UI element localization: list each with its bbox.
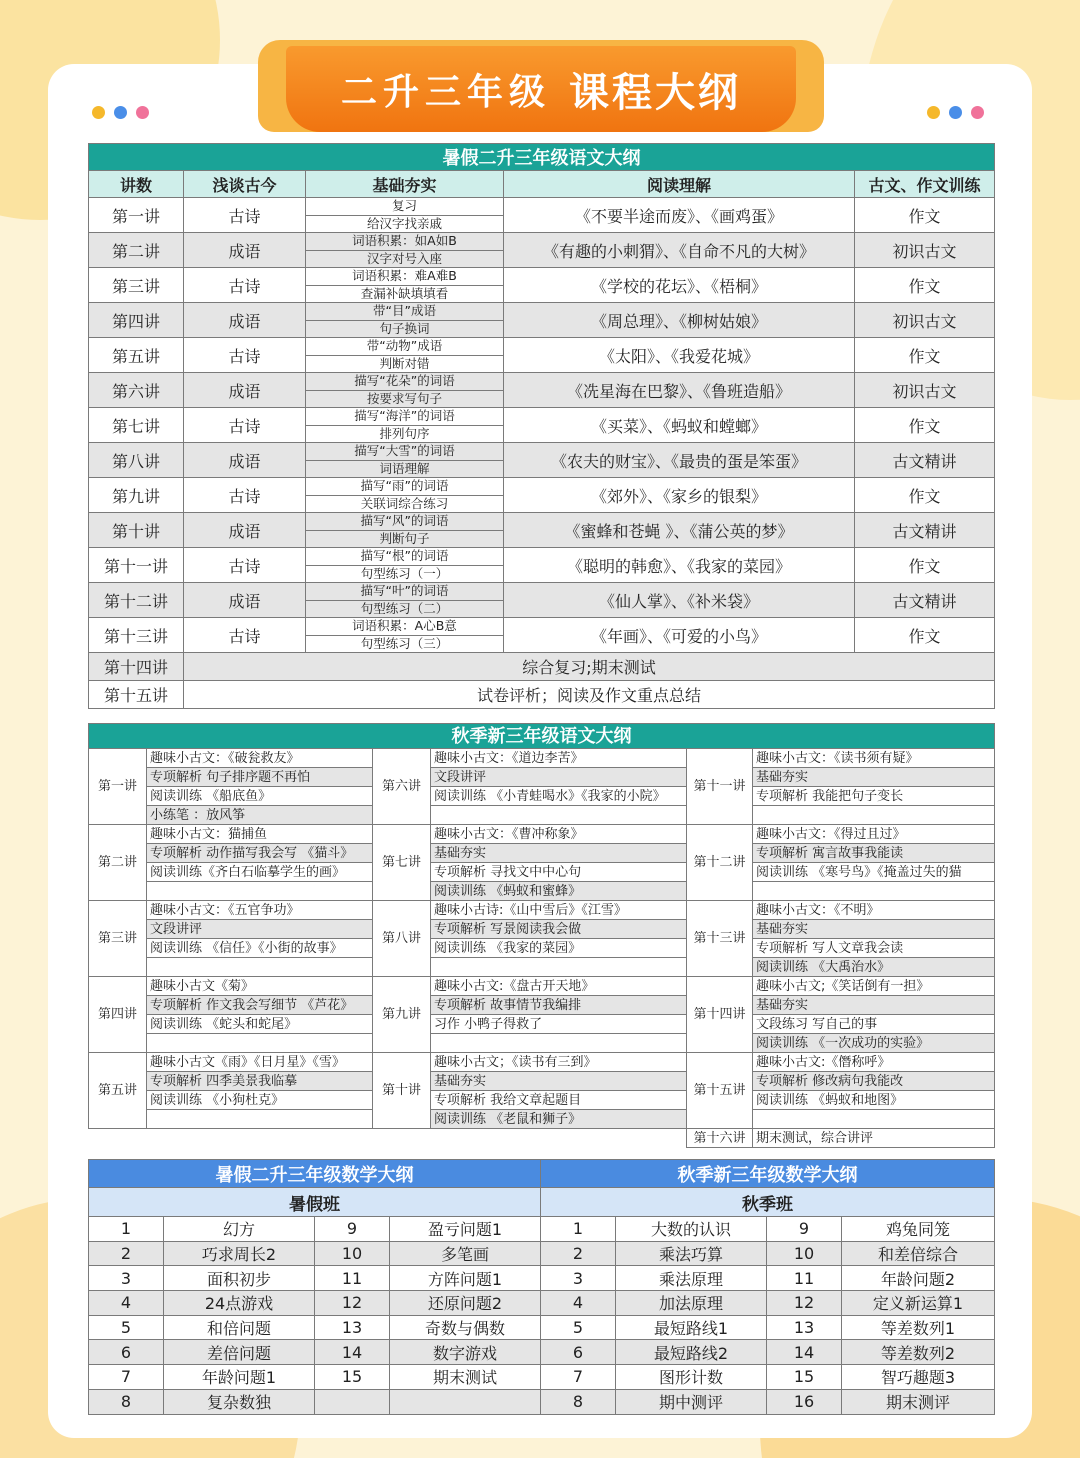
lesson-item: 阅读训练 《蚂蚁和地图》 <box>753 1091 995 1110</box>
lesson-item: 阅读训练 《我家的菜园》 <box>431 939 687 958</box>
lesson-item: 基础夯实 <box>753 768 995 787</box>
lesson-number: 15 <box>767 1365 842 1390</box>
lesson-number: 10 <box>767 1241 842 1266</box>
lesson-number: 6 <box>89 1340 164 1365</box>
lesson-item <box>147 1110 373 1129</box>
lesson-item <box>147 882 373 901</box>
lesson-item: 阅读训练 《信任》《小街的故事》 <box>147 939 373 958</box>
lesson-item: 文段讲评 <box>147 920 373 939</box>
writing-cell: 作文 <box>855 338 995 373</box>
lesson-number: 2 <box>541 1241 616 1266</box>
basics-cell: 带“目”成语 <box>306 303 504 321</box>
topic-cell: 古诗 <box>184 548 306 583</box>
lesson-item <box>431 806 687 825</box>
column-header: 浅谈古今 <box>184 171 306 198</box>
topic-cell: 古诗 <box>184 618 306 653</box>
lesson-topic: 数字游戏 <box>390 1340 541 1365</box>
lesson-number: 2 <box>89 1241 164 1266</box>
lesson-item <box>147 1034 373 1053</box>
lesson-number: 1 <box>89 1217 164 1242</box>
lesson-topic: 期中测评 <box>616 1389 767 1414</box>
lesson-topic: 大数的认识 <box>616 1217 767 1242</box>
basics-cell: 描写“叶”的词语 <box>306 583 504 601</box>
topic-cell: 古诗 <box>184 478 306 513</box>
reading-cell: 《年画》、《可爱的小鸟》 <box>504 618 855 653</box>
column-header: 基础夯实 <box>306 171 504 198</box>
lesson-topic: 最短路线2 <box>616 1340 767 1365</box>
decor-dots-right <box>927 106 984 119</box>
basics-cell: 句型练习（一） <box>306 565 504 583</box>
lesson-topic: 幻方 <box>164 1217 315 1242</box>
lesson-topic: 奇数与偶数 <box>390 1315 541 1340</box>
reading-cell: 《有趣的小刺猬》、《自命不凡的大树》 <box>504 233 855 268</box>
lecture-cell: 第十三讲 <box>89 618 184 653</box>
lesson-item: 习作 小鸭子得救了 <box>431 1015 687 1034</box>
writing-cell: 作文 <box>855 198 995 233</box>
basics-cell: 描写“花朵”的词语 <box>306 373 504 391</box>
summary-cell: 综合复习;期末测试 <box>184 653 995 681</box>
lesson-number: 3 <box>89 1266 164 1291</box>
dot-yellow <box>92 106 105 119</box>
lesson-number: 7 <box>89 1365 164 1390</box>
lesson-item <box>431 958 687 977</box>
topic-cell: 古诗 <box>184 198 306 233</box>
lesson-number: 9 <box>767 1217 842 1242</box>
basics-cell: 排列句序 <box>306 425 504 443</box>
lesson-item: 专项解析 句子排序题不再怕 <box>147 768 373 787</box>
lecture-cell: 第五讲 <box>89 338 184 373</box>
reading-cell: 《仙人掌》、《补米袋》 <box>504 583 855 618</box>
basics-cell: 判断对错 <box>306 355 504 373</box>
lesson-item: 趣味小古文《雨》《日月星》《雪》 <box>147 1053 373 1072</box>
basics-cell: 按要求写句子 <box>306 390 504 408</box>
writing-cell: 作文 <box>855 548 995 583</box>
lesson-topic: 鸡兔同笼 <box>842 1217 995 1242</box>
basics-cell: 词语积累：难A难B <box>306 268 504 286</box>
topic-cell: 成语 <box>184 373 306 408</box>
column-header: 古文、作文训练 <box>855 171 995 198</box>
lesson-item: 基础夯实 <box>753 920 995 939</box>
lesson-item: 专项解析 寓言故事我能读 <box>753 844 995 863</box>
topic-cell: 成语 <box>184 233 306 268</box>
reading-cell: 《不要半途而废》、《画鸡蛋》 <box>504 198 855 233</box>
topic-cell: 成语 <box>184 443 306 478</box>
lesson-number: 5 <box>89 1315 164 1340</box>
lesson-item: 基础夯实 <box>753 996 995 1015</box>
topic-cell: 古诗 <box>184 268 306 303</box>
lesson-number: 13 <box>767 1315 842 1340</box>
writing-cell: 古文精讲 <box>855 443 995 478</box>
lesson-number: 8 <box>541 1389 616 1414</box>
autumn-class-header: 秋季班 <box>541 1188 995 1217</box>
lesson-number: 11 <box>315 1266 390 1291</box>
basics-cell: 带“动物”成语 <box>306 338 504 356</box>
basics-cell: 汉字对号入座 <box>306 250 504 268</box>
reading-cell: 《聪明的韩愈》、《我家的菜园》 <box>504 548 855 583</box>
lesson-item: 专项解析 我给文章起题目 <box>431 1091 687 1110</box>
lesson-item: 小练笔 ：放风筝 <box>147 806 373 825</box>
basics-cell: 句子换词 <box>306 320 504 338</box>
lesson-item: 趣味小古文；《读书有三到》 <box>431 1053 687 1072</box>
lesson-item: 阅读训练 《寒号鸟》《掩盖过失的猫 <box>753 863 995 882</box>
lesson-number: 3 <box>541 1266 616 1291</box>
basics-cell: 描写“雨”的词语 <box>306 478 504 496</box>
lecture-cell: 第一讲 <box>89 749 147 825</box>
basics-cell: 判断句子 <box>306 530 504 548</box>
lesson-topic: 多笔画 <box>390 1241 541 1266</box>
lesson-item: 趣味小古文;《笑话倒有一担》 <box>753 977 995 996</box>
lecture-cell: 第三讲 <box>89 901 147 977</box>
lesson-number: 13 <box>315 1315 390 1340</box>
lecture-cell: 第一讲 <box>89 198 184 233</box>
topic-cell: 成语 <box>184 513 306 548</box>
lesson-item: 文段讲评 <box>431 768 687 787</box>
summer-chinese-table <box>88 143 995 709</box>
dot-blue <box>114 106 127 119</box>
summer-math-title: 暑假二升三年级数学大纲 <box>89 1160 541 1188</box>
lecture-cell: 第十一讲 <box>89 548 184 583</box>
lesson-item: 阅读训练 《船底鱼》 <box>147 787 373 806</box>
lesson-topic: 和倍问题 <box>164 1315 315 1340</box>
writing-cell: 作文 <box>855 478 995 513</box>
lesson-number: 10 <box>315 1241 390 1266</box>
lesson-item: 趣味小古文：《读书须有疑》 <box>753 749 995 768</box>
lesson-topic: 和差倍综合 <box>842 1241 995 1266</box>
lesson-topic: 还原问题2 <box>390 1291 541 1316</box>
lesson-item <box>147 958 373 977</box>
lesson-topic: 期末测试 <box>390 1365 541 1390</box>
table-title: 暑假二升三年级语文大纲 <box>89 144 995 171</box>
lesson-number: 14 <box>315 1340 390 1365</box>
lesson-topic: 面积初步 <box>164 1266 315 1291</box>
lecture-cell: 第十讲 <box>373 1053 431 1129</box>
lesson-number: 15 <box>315 1365 390 1390</box>
column-header: 讲数 <box>89 171 184 198</box>
lecture-cell: 第十二讲 <box>89 583 184 618</box>
lesson-item: 专项解析 故事情节我编排 <box>431 996 687 1015</box>
lesson-number: 11 <box>767 1266 842 1291</box>
lesson-item: 趣味小古文：《破瓮救友》 <box>147 749 373 768</box>
lecture-cell: 第十五讲 <box>89 681 184 709</box>
lesson-number: 7 <box>541 1365 616 1390</box>
writing-cell: 古文精讲 <box>855 583 995 618</box>
lecture-cell: 第九讲 <box>89 478 184 513</box>
lesson-item: 阅读训练 《小狗杜克》 <box>147 1091 373 1110</box>
lecture-cell: 第二讲 <box>89 233 184 268</box>
lesson-item: 基础夯实 <box>431 844 687 863</box>
lecture-cell: 第六讲 <box>89 373 184 408</box>
reading-cell: 《农夫的财宝》、《最贵的蛋是笨蛋》 <box>504 443 855 478</box>
reading-cell: 《周总理》、《柳树姑娘》 <box>504 303 855 338</box>
writing-cell: 初识古文 <box>855 303 995 338</box>
dot-yellow <box>927 106 940 119</box>
dot-pink <box>971 106 984 119</box>
lesson-number: 8 <box>89 1389 164 1414</box>
lesson-number: 1 <box>541 1217 616 1242</box>
lesson-number <box>315 1389 390 1414</box>
decor-dots-left <box>92 106 149 119</box>
reading-cell: 《太阳》、《我爱花城》 <box>504 338 855 373</box>
lesson-topic: 等差数列2 <box>842 1340 995 1365</box>
lesson-item: 阅读训练 《小青蛙喝水》《我家的小院》 <box>431 787 687 806</box>
lesson-topic: 复杂数独 <box>164 1389 315 1414</box>
lesson-topic: 年龄问题2 <box>842 1266 995 1291</box>
writing-cell: 古文精讲 <box>855 513 995 548</box>
lesson-item: 阅读训练 《一次成功的实验》 <box>753 1034 995 1053</box>
lesson-item: 专项解析 动作描写我会写 《猫斗》 <box>147 844 373 863</box>
page-title-grade: 二升三年级 <box>340 70 551 113</box>
reading-cell: 《买菜》、《蚂蚁和螳螂》 <box>504 408 855 443</box>
basics-cell: 给汉字找亲戚 <box>306 215 504 233</box>
lesson-item: 趣味小古文:《僭称呼》 <box>753 1053 995 1072</box>
basics-cell: 词语积累：A心B意 <box>306 618 504 636</box>
lecture-cell: 第八讲 <box>89 443 184 478</box>
lesson-number: 12 <box>315 1291 390 1316</box>
lecture-cell: 第十讲 <box>89 513 184 548</box>
lesson-topic: 期末测评 <box>842 1389 995 1414</box>
basics-cell: 句型练习（二） <box>306 600 504 618</box>
autumn-chinese-table <box>88 723 995 1148</box>
lecture-cell: 第二讲 <box>89 825 147 901</box>
topic-cell: 成语 <box>184 303 306 338</box>
lesson-topic: 乘法原理 <box>616 1266 767 1291</box>
lecture-cell: 第三讲 <box>89 268 184 303</box>
lecture-cell: 第十一讲 <box>687 749 753 825</box>
lesson-item <box>753 1110 995 1129</box>
page-title-outline: 课程大纲 <box>569 69 741 116</box>
lesson-topic: 巧求周长2 <box>164 1241 315 1266</box>
topic-cell: 古诗 <box>184 338 306 373</box>
lesson-item: 专项解析 作文我会写细节 《芦花》 <box>147 996 373 1015</box>
lesson-item: 趣味小古文：《五官争功》 <box>147 901 373 920</box>
lesson-item: 趣味小古文:《盘古开天地》 <box>431 977 687 996</box>
lecture-cell: 第十五讲 <box>687 1053 753 1129</box>
lesson-number: 14 <box>767 1340 842 1365</box>
summary-cell: 试卷评析；阅读及作文重点总结 <box>184 681 995 709</box>
lesson-item: 趣味小古文《菊》 <box>147 977 373 996</box>
lesson-number: 6 <box>541 1340 616 1365</box>
summer-class-header: 暑假班 <box>89 1188 541 1217</box>
lesson-number: 4 <box>541 1291 616 1316</box>
lesson-item: 期末测试，综合讲评 <box>753 1129 995 1148</box>
lesson-topic: 差倍问题 <box>164 1340 315 1365</box>
autumn-math-title: 秋季新三年级数学大纲 <box>541 1160 995 1188</box>
reading-cell: 《郊外》、《家乡的银梨》 <box>504 478 855 513</box>
lesson-item: 专项解析 修改病句我能改 <box>753 1072 995 1091</box>
lesson-number: 4 <box>89 1291 164 1316</box>
lesson-item: 趣味小古文：猫捕鱼 <box>147 825 373 844</box>
lesson-topic: 24点游戏 <box>164 1291 315 1316</box>
writing-cell: 作文 <box>855 268 995 303</box>
lesson-number: 9 <box>315 1217 390 1242</box>
lesson-item: 趣味小古文：《道边李苦》 <box>431 749 687 768</box>
lesson-item <box>431 1034 687 1053</box>
lesson-topic: 加法原理 <box>616 1291 767 1316</box>
writing-cell: 作文 <box>855 618 995 653</box>
lesson-item: 趣味小古文：《不明》 <box>753 901 995 920</box>
topic-cell: 成语 <box>184 583 306 618</box>
lecture-cell: 第四讲 <box>89 303 184 338</box>
lesson-item: 阅读训练 《蛇头和蛇尾》 <box>147 1015 373 1034</box>
table-title: 秋季新三年级语文大纲 <box>89 724 995 749</box>
lesson-item: 趣味小古文：《得过且过》 <box>753 825 995 844</box>
lesson-item: 阅读训练 《蚂蚁和蜜蜂》 <box>431 882 687 901</box>
lesson-item: 阅读训练 《老鼠和狮子》 <box>431 1110 687 1129</box>
basics-cell: 关联词综合练习 <box>306 495 504 513</box>
reading-cell: 《冼星海在巴黎》、《鲁班造船》 <box>504 373 855 408</box>
basics-cell: 描写“风”的词语 <box>306 513 504 531</box>
lesson-item: 趣味小古诗:《山中雪后》《江雪》 <box>431 901 687 920</box>
reading-cell: 《蜜蜂和苍蝇 》、《蒲公英的梦》 <box>504 513 855 548</box>
lecture-cell: 第七讲 <box>373 825 431 901</box>
lecture-cell: 第八讲 <box>373 901 431 977</box>
page-title-banner <box>286 46 796 132</box>
lesson-topic: 年龄问题1 <box>164 1365 315 1390</box>
lesson-item: 专项解析 写景阅读我会做 <box>431 920 687 939</box>
lesson-item: 专项解析 我能把句子变长 <box>753 787 995 806</box>
lecture-cell: 第十三讲 <box>687 901 753 977</box>
lesson-topic: 乘法巧算 <box>616 1241 767 1266</box>
basics-cell: 描写“海洋”的词语 <box>306 408 504 426</box>
lecture-cell: 第十二讲 <box>687 825 753 901</box>
lesson-topic: 等差数列1 <box>842 1315 995 1340</box>
dot-pink <box>136 106 149 119</box>
lecture-cell: 第四讲 <box>89 977 147 1053</box>
lesson-item: 专项解析 四季美景我临摹 <box>147 1072 373 1091</box>
basics-cell: 描写“大雪”的词语 <box>306 443 504 461</box>
reading-cell: 《学校的花坛》、《梧桐》 <box>504 268 855 303</box>
lecture-cell: 第六讲 <box>373 749 431 825</box>
writing-cell: 作文 <box>855 408 995 443</box>
basics-cell: 词语理解 <box>306 460 504 478</box>
dot-blue <box>949 106 962 119</box>
lecture-cell: 第七讲 <box>89 408 184 443</box>
lesson-item: 专项解析 写人文章我会读 <box>753 939 995 958</box>
basics-cell: 描写“根”的词语 <box>306 548 504 566</box>
lesson-number: 12 <box>767 1291 842 1316</box>
lesson-number: 16 <box>767 1389 842 1414</box>
lesson-number: 5 <box>541 1315 616 1340</box>
basics-cell: 词语积累：如A如B <box>306 233 504 251</box>
lesson-item: 基础夯实 <box>431 1072 687 1091</box>
lesson-item: 阅读训练《齐白石临摹学生的画》 <box>147 863 373 882</box>
lesson-topic: 图形计数 <box>616 1365 767 1390</box>
lesson-topic: 定义新运算1 <box>842 1291 995 1316</box>
writing-cell: 初识古文 <box>855 373 995 408</box>
lesson-item <box>753 806 995 825</box>
lecture-cell: 第五讲 <box>89 1053 147 1129</box>
writing-cell: 初识古文 <box>855 233 995 268</box>
lecture-cell: 第九讲 <box>373 977 431 1053</box>
basics-cell: 句型练习（三） <box>306 635 504 653</box>
lesson-item: 趣味小古文：《曹冲称象》 <box>431 825 687 844</box>
topic-cell: 古诗 <box>184 408 306 443</box>
lesson-topic: 最短路线1 <box>616 1315 767 1340</box>
column-header: 阅读理解 <box>504 171 855 198</box>
basics-cell: 查漏补缺填填看 <box>306 285 504 303</box>
lecture-cell: 第十四讲 <box>687 977 753 1053</box>
math-table <box>88 1159 995 1415</box>
lesson-topic: 智巧趣题3 <box>842 1365 995 1390</box>
lecture-cell: 第十六讲 <box>687 1129 753 1148</box>
lesson-item: 专项解析 寻找文中中心句 <box>431 863 687 882</box>
lesson-item <box>753 882 995 901</box>
lecture-cell: 第十四讲 <box>89 653 184 681</box>
lesson-topic <box>390 1389 541 1414</box>
lesson-item: 文段练习 写自己的事 <box>753 1015 995 1034</box>
empty-cell <box>89 1129 687 1148</box>
lesson-item: 阅读训练 《大禹治水》 <box>753 958 995 977</box>
lesson-topic: 盈亏问题1 <box>390 1217 541 1242</box>
basics-cell: 复习 <box>306 198 504 216</box>
lesson-topic: 方阵问题1 <box>390 1266 541 1291</box>
